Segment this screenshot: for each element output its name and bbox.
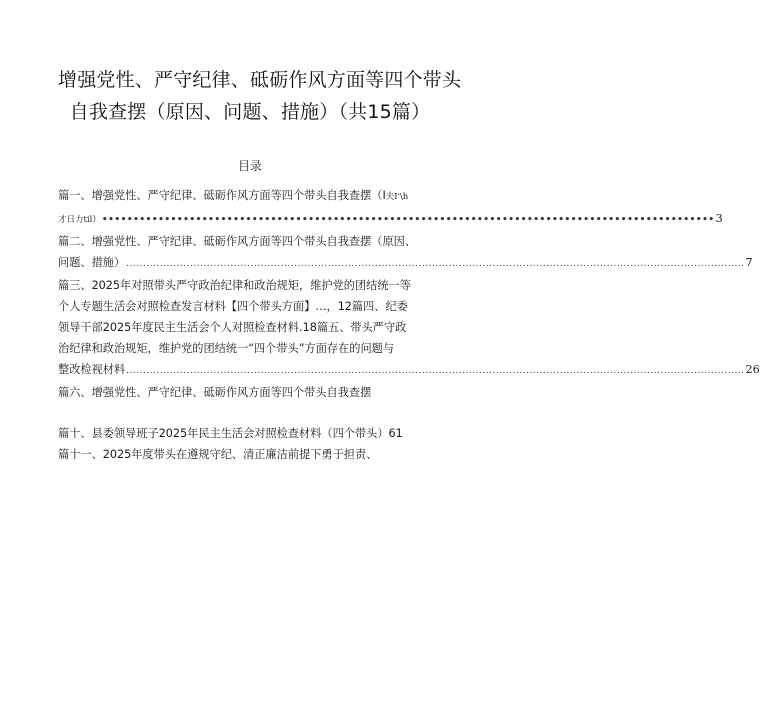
toc-entry-3-text-cont: 整改检视材料	[58, 363, 126, 376]
toc-entry-1-line-1[interactable]	[58, 185, 442, 208]
toc-entry-3-line-1[interactable]: 篇三、2025年对照带头严守政治纪律和政治规矩，维护党的团结统一等	[58, 279, 411, 292]
toc-entry-3-page: 26	[745, 363, 760, 376]
toc-entry-2-leader: ........................................................................................................................................................................................	[126, 259, 745, 269]
toc-entry-3-line-5[interactable]	[58, 359, 760, 382]
document-title	[58, 64, 462, 128]
toc-entry-11[interactable]: 篇十一、2025年度带头在遵规守纪、清正廉洁前提下勇于担责、	[58, 448, 378, 461]
toc-entry-1-text: 篇一、增强党性、严守纪律、砥砺作风方面等四个带头自我查摆（I	[58, 189, 386, 202]
title-line-2: 自我查摆（原因、问题、措施）（共15篇）	[69, 101, 431, 123]
title-line-1: 增强党性、严守纪律、砥砺作风方面等四个带头	[58, 69, 462, 91]
toc-entry-1-page: 3	[715, 212, 723, 225]
toc-entry-2-line-2[interactable]	[58, 252, 753, 275]
toc-entry-10[interactable]: 篇十、县委领导班子2025年民主生活会对照检查材料（四个带头）61	[58, 427, 403, 440]
toc-entry-2-text: 篇二、增强党性、严守纪律、砥砺作风方面等四个带头自我查摆（原因、	[58, 235, 417, 248]
toc-entry-1-line-2[interactable]	[58, 208, 723, 231]
toc-entry-3-line-3[interactable]: 领导干部2025年度民主生活会个人对照检查材料.18篇五、带头严守政	[58, 321, 407, 334]
toc-entry-3-leader: ........................................................................................................................................................................................	[126, 366, 745, 376]
toc-entry-6[interactable]: 篇六、增强党性、严守纪律、砥砺作风方面等四个带头自我查摆	[58, 386, 372, 399]
toc-entry-2-text-cont: 问题、措施）	[58, 256, 126, 269]
toc-entry-2-line-1[interactable]	[58, 231, 442, 252]
toc-entry-2-page: 7	[745, 256, 753, 269]
table-of-contents	[58, 185, 760, 465]
toc-heading: 目录	[237, 159, 262, 173]
toc-entry-1-leader: ••••••••••••••••••••••••••••••••••••••••••••••••••••••••••••••••••••••••••••••••••••••••••••••••••	[101, 215, 715, 225]
toc-entry-3-line-2[interactable]: 个人专题生活会对照检查发言材料【四个带头方面】…，12篇四、纪委	[58, 300, 408, 313]
toc-entry-1-tail: 夫I'\h	[385, 192, 409, 202]
toc-entry-3-line-4[interactable]: 治纪律和政治规矩，维护党的团结统一“四个带头”方面存在的问题与	[58, 342, 395, 355]
toc-entry-1-text-cont: 才日力til）	[58, 215, 101, 225]
toc-gap	[58, 403, 442, 423]
